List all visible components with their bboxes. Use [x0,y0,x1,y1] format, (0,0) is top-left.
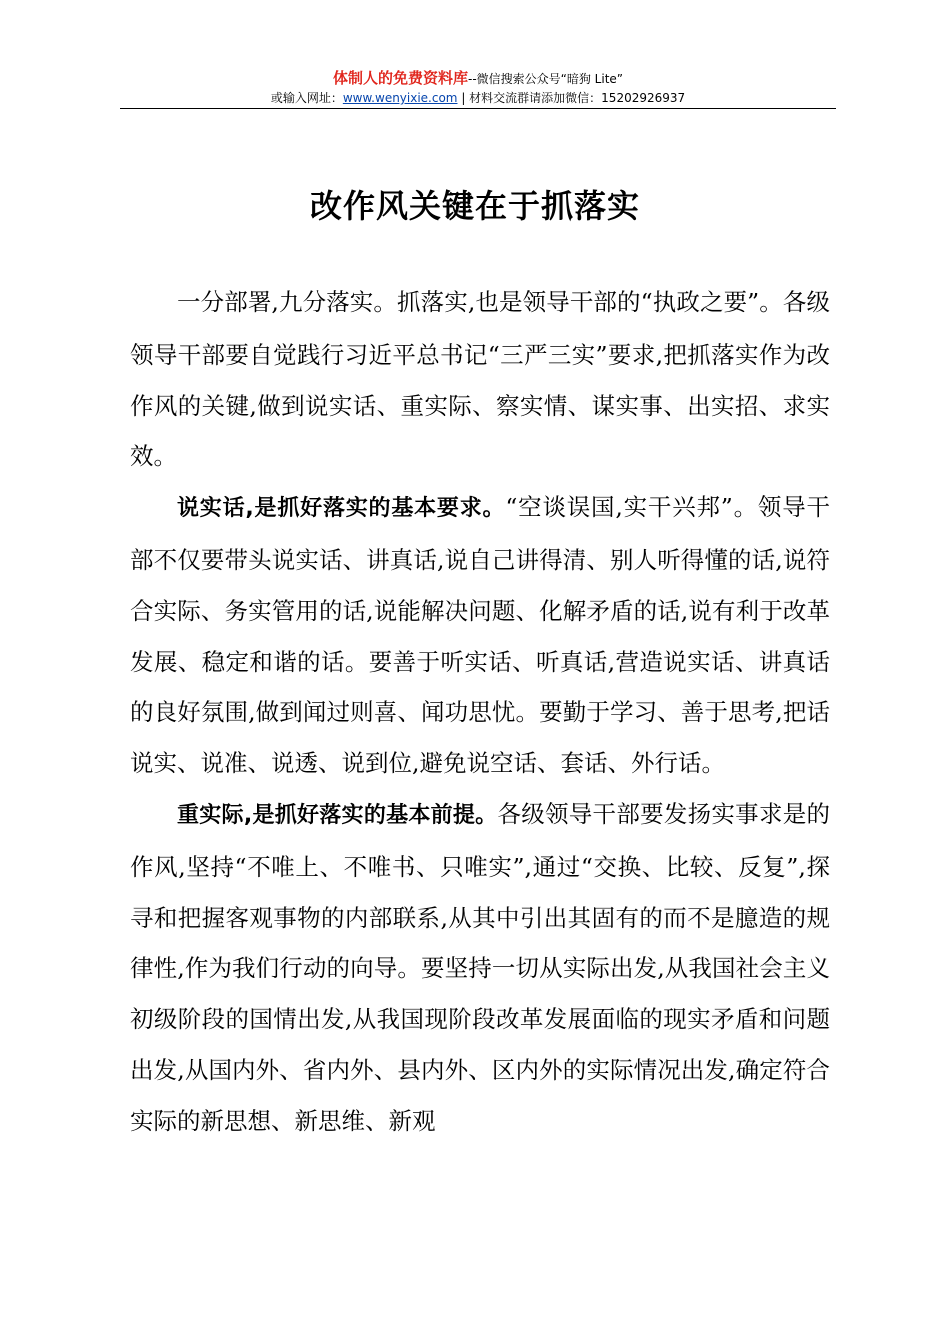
page-header [120,68,836,107]
search-hint: --微信搜索公众号“暗狗 Lite” [467,72,624,86]
contact-info: | 材料交流群请添加微信：15202926937 [457,91,686,105]
website-link[interactable]: www.wenyixie.com [342,91,458,105]
paragraph-3-lead: 重实际,是抓好落实的基本前提。 [177,802,498,828]
paragraph-2 [130,482,830,789]
header-line-2 [120,89,836,107]
paragraph-3 [130,789,830,1147]
paragraph-2-lead: 说实话,是抓好落实的基本要求。 [177,496,506,522]
paragraph-1-text: 一分部署,九分落实。抓落实,也是领导干部的“执政之要”。各级领导干部要自觉践行习近平总书记“三严三实”要求,把抓落实作为改作风的关键,做到说实话、重实际、察实情、谋实事、出实招、求实效。 [130,288,830,471]
paragraph-2-text: “空谈误国,实干兴邦”。领导干部不仅要带头说实话、讲真话,说自己讲得清、别人听得懂的话,说符合实际、务实管用的话,说能解决问题、化解矛盾的话,说有利于改革发展、稳定和谐的话。要善于听实话、听真话,营造说实话、讲真话的良好氛围,做到闻过则喜、闻功思忧。要勤于学习、善于思考,把话说实、说准、说透、说到位,避免说空话、套话、外行话。 [130,493,830,778]
brand-name: 体制人的免费资料库 [332,69,468,87]
url-prefix: 或输入网址： [270,91,343,105]
header-divider [120,108,836,109]
document-body [130,277,830,1147]
document-title: 改作风关键在于抓落实 [309,187,640,225]
paragraph-1 [130,277,830,482]
paragraph-3-text: 各级领导干部要发扬实事求是的作风,坚持“不唯上、不唯书、只唯实”,通过“交换、比较、反复”,探寻和把握客观事物的内部联系,从其中引出其固有的而不是臆造的规律性,作为我们行动的向导。要坚持一切从实际出发,从我国社会主义初级阶段的国情出发,从我国现阶段改革发展面临的现实矛盾和问题出发,从国内外、省内外、县内外、区内外的实际情况出发,确定符合实际的新思想、新思维、新观 [130,799,831,1135]
header-line-1 [120,68,836,89]
